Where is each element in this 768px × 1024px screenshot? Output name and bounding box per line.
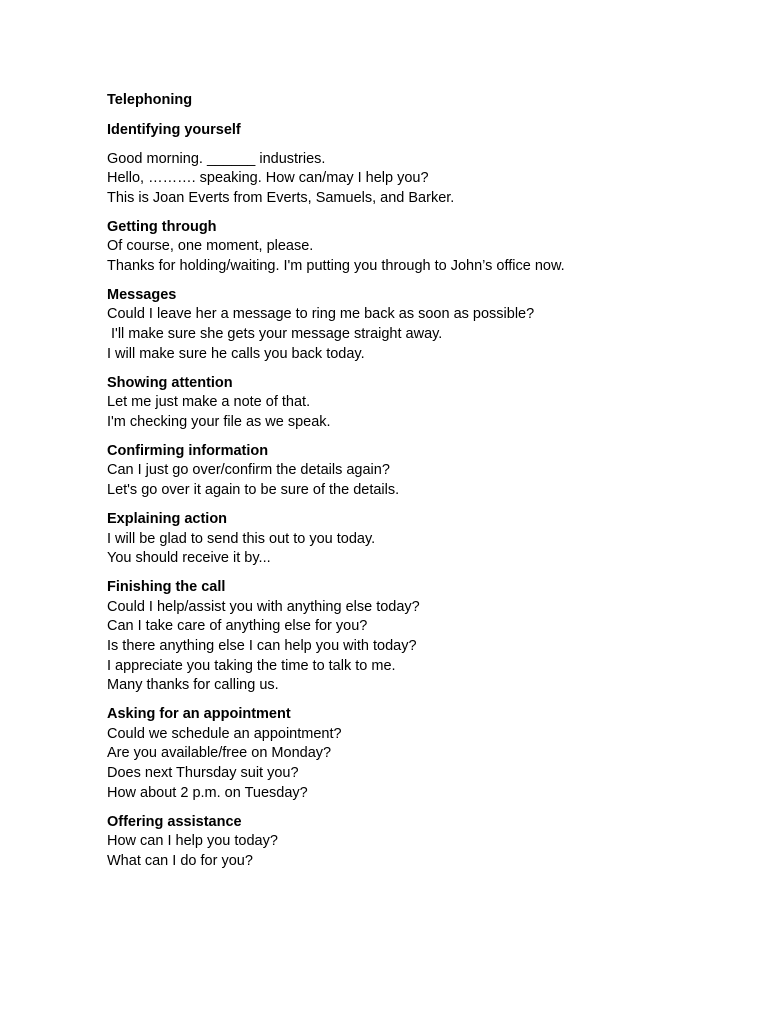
section-explaining-action [107, 510, 727, 569]
section-heading: Finishing the call [107, 579, 226, 596]
phrase-line: Let me just make a note of that. [107, 394, 311, 411]
phrase-line: I will be glad to send this out to you today. [107, 530, 376, 547]
phrase-line: How about 2 p.m. on Tuesday? [107, 784, 308, 801]
phrase-line: Does next Thursday suit you? [107, 764, 299, 781]
section-confirming-information [107, 442, 727, 501]
section-finishing-the-call [107, 578, 727, 695]
phrase-line: Could I leave her a message to ring me back as soon as possible? [107, 306, 535, 323]
phrase-line: I'll make sure she gets your message straight away. [107, 326, 443, 343]
phrase-line: Can I just go over/confirm the details again? [107, 462, 390, 479]
phrase-line: Thanks for holding/waiting. I'm putting you through to John’s office now. [107, 257, 565, 274]
phrase-line: Could we schedule an appointment? [107, 725, 342, 742]
section-identifying-yourself [107, 121, 727, 208]
phrase-line: What can I do for you? [107, 852, 253, 869]
phrase-line: I appreciate you taking the time to talk to me. [107, 657, 396, 674]
section-heading: Explaining action [107, 511, 228, 528]
phrase-line: You should receive it by... [107, 550, 271, 567]
phrase-line: This is Joan Everts from Everts, Samuels, and Barker. [107, 189, 455, 206]
section-heading: Identifying yourself [107, 122, 241, 138]
section-heading: Messages [107, 286, 177, 303]
phrase-line: Let's go over it again to be sure of the details. [107, 482, 400, 499]
phrase-line: Of course, one moment, please. [107, 238, 314, 255]
section-showing-attention [107, 374, 727, 433]
section-asking-for-an-appointment [107, 705, 727, 803]
phrase-line: Is there anything else I can help you with today? [107, 638, 417, 654]
phrase-line: Can I take care of anything else for you? [107, 618, 368, 635]
section-getting-through [107, 218, 727, 277]
phrase-line: I will make sure he calls you back today. [107, 345, 365, 362]
phrase-line: Are you available/free on Monday? [107, 745, 332, 762]
section-heading: Asking for an appointment [107, 706, 291, 723]
document-page [107, 91, 727, 881]
phrase-line: Many thanks for calling us. [107, 677, 279, 694]
section-heading: Offering assistance [107, 813, 242, 830]
phrase-line: Good morning. ______ industries. [107, 150, 326, 167]
section-offering-assistance [107, 813, 727, 872]
section-heading: Getting through [107, 218, 217, 235]
section-heading: Showing attention [107, 374, 233, 391]
phrase-line: How can I help you today? [107, 833, 278, 850]
phrase-line: I'm checking your file as we speak. [107, 413, 331, 430]
phrase-line: Hello, ………. speaking. How can/may I help you? [107, 170, 429, 187]
document-title: Telephoning [107, 92, 193, 108]
phrase-line: Could I help/assist you with anything else today? [107, 598, 420, 615]
section-messages [107, 286, 727, 364]
section-heading: Confirming information [107, 442, 269, 459]
